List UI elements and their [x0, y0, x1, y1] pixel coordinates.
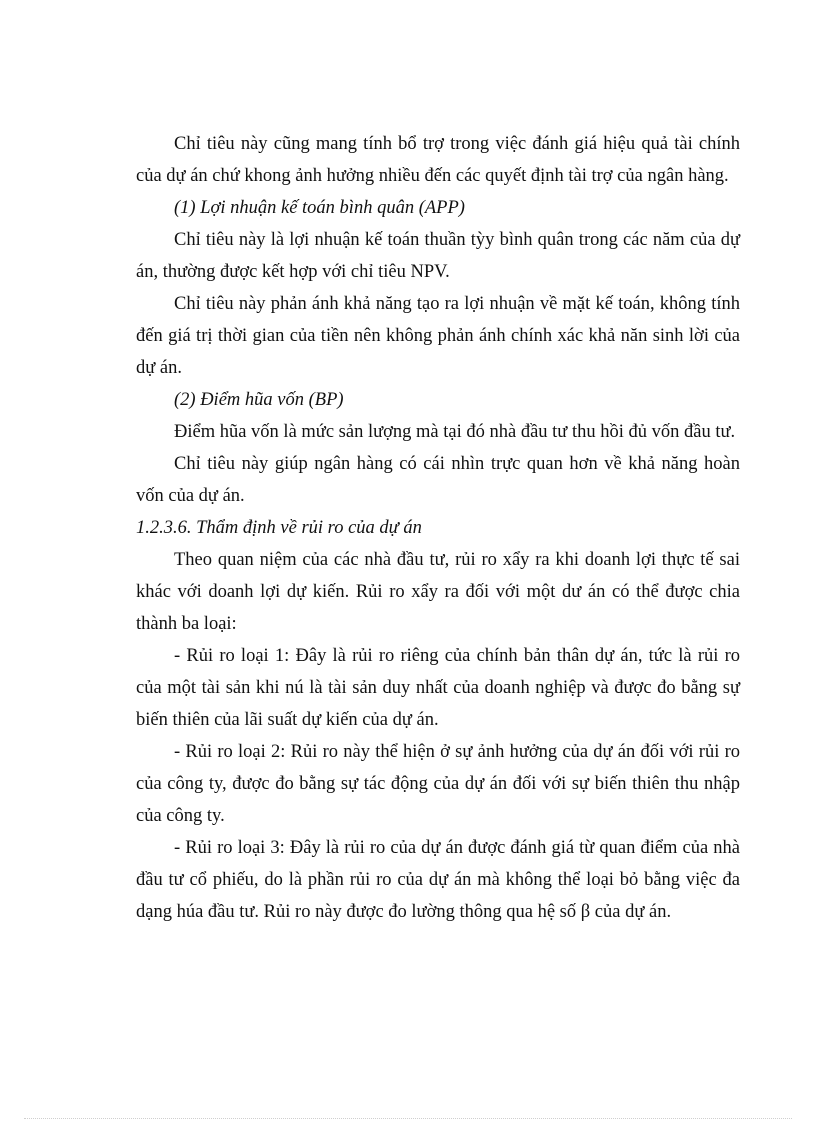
list-item-risk-type-1: - Rủi ro loại 1: Đây là rủi ro riêng của chính bản thân dự án, tức là rủi ro của một tài sản khi nú là tài sản duy nhất của doanh nghiệp và được đo bằng sự biến thiên của lãi suất dự kiến của dự án. [136, 646, 740, 730]
list-item-risk-type-3: - Rủi ro loại 3: Đây là rủi ro của dự án được đánh giá từ quan điểm của nhà đầu tư cổ phiếu, do là phần rủi ro của dự án mà không thể loại bỏ bằng việc đa dạng húa đầu tư. Rủi ro này được đo lường thông qua hệ số β của dự án. [136, 838, 740, 922]
list-item-risk-type-2: - Rủi ro loại 2: Rủi ro này thể hiện ở sự ảnh hưởng của dự án đối với rủi ro của công ty, được đo bằng sự tác động của dự án đối với sự biến thiên thu nhập của công ty. [136, 742, 740, 826]
paragraph-bp-benefit: Chỉ tiêu này giúp ngân hàng có cái nhìn trực quan hơn về khả năng hoàn vốn của dự án. [136, 454, 740, 506]
footer-divider [24, 1118, 792, 1119]
paragraph-support-indicator: Chỉ tiêu này cũng mang tính bổ trợ trong việc đánh giá hiệu quả tài chính của dự án chứ khong ảnh hưởng nhiều đến các quyết định tài trợ của ngân hàng. [136, 134, 740, 186]
paragraph-app-definition: Chỉ tiêu này là lợi nhuận kế toán thuần tỳy bình quân trong các năm của dự án, thường được kết hợp với chỉ tiêu NPV. [136, 230, 740, 282]
paragraph-bp-definition: Điểm hũa vốn là mức sản lượng mà tại đó nhà đầu tư thu hồi đủ vốn đầu tư. [174, 422, 736, 442]
paragraph-risk-intro: Theo quan niệm của các nhà đầu tư, rủi ro xẩy ra khi doanh lợi thực tế sai khác với doanh lợi dự kiến. Rủi ro xẩy ra đối với một dư án có thể được chia thành ba loại: [136, 550, 740, 634]
paragraph-app-limitation: Chỉ tiêu này phản ánh khả năng tạo ra lợi nhuận về mặt kế toán, không tính đến giá trị thời gian của tiền nên không phản ánh chính xác khả năn sinh lời của dự án. [136, 294, 740, 378]
subheading-app: (1) Lợi nhuận kế toán bình quân (APP) [174, 198, 465, 218]
document-body [136, 128, 740, 928]
subheading-bp: (2) Điểm hũa vốn (BP) [174, 390, 344, 410]
section-heading-risk: 1.2.3.6. Thẩm định về rủi ro của dự án [136, 518, 422, 538]
